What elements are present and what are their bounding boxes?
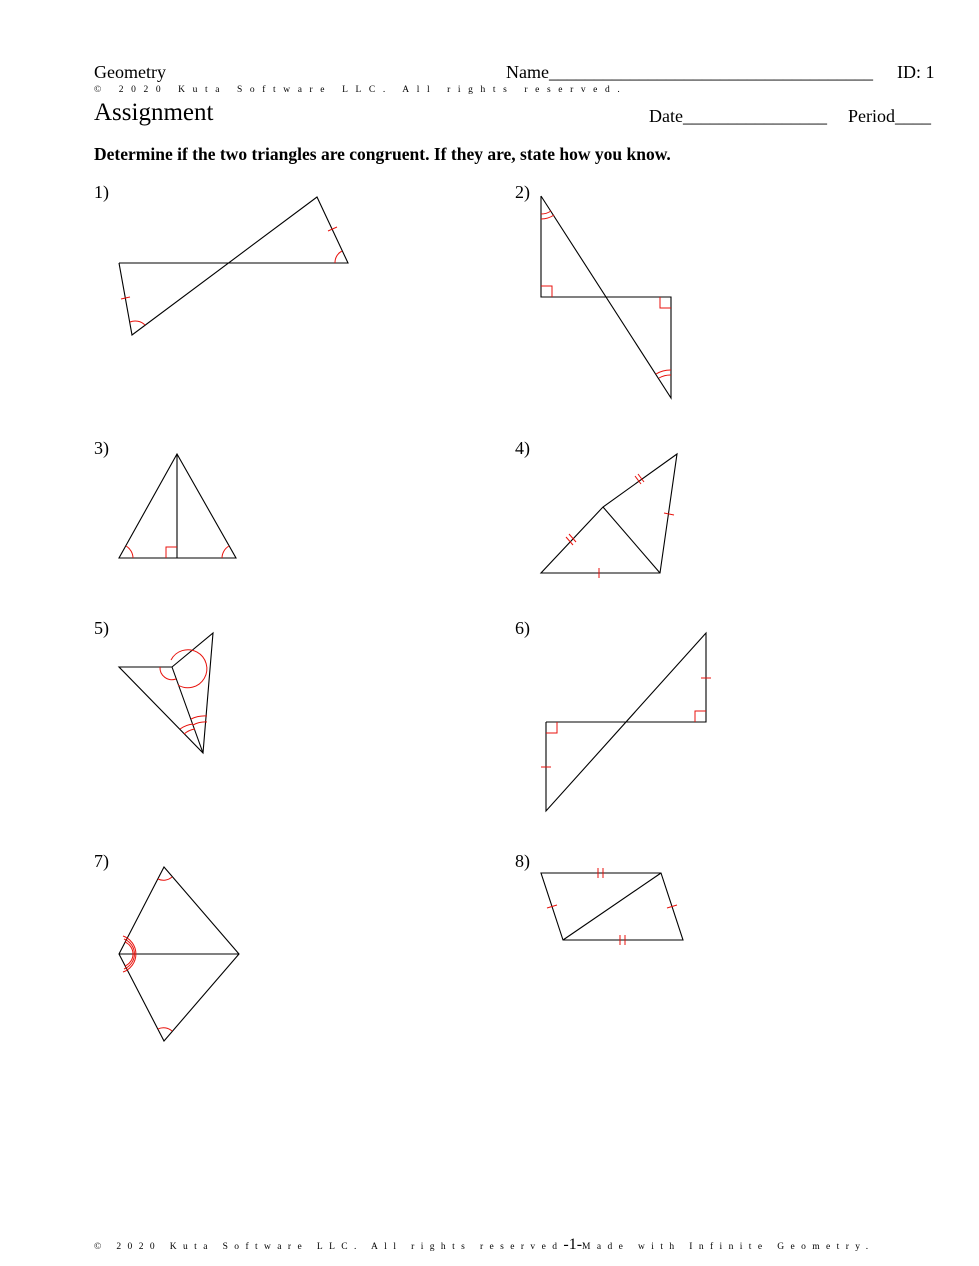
period-blank: ____ [895,106,931,126]
problem-number: 4) [515,438,530,458]
footer-copyright: © 2020 Kuta Software LLC. All rights reserved [94,1242,564,1252]
period-label: Period [848,106,895,126]
figure-problem-7 [119,867,239,1041]
problem-number: 1) [94,182,109,202]
worksheet-id: ID: 1 [897,62,935,82]
figure-problem-5 [119,633,213,753]
date-blank: ________________ [682,106,827,126]
name-label: Name [506,62,549,82]
problem-number: 7) [94,851,109,871]
figure-problem-1 [119,197,348,335]
problem-number: 8) [515,851,530,871]
problem-number: 5) [94,618,109,638]
figure-problem-8 [541,868,683,945]
problem-number: 3) [94,438,109,458]
figure-problem-2 [541,196,671,398]
page-title: Assignment [94,99,214,126]
problem-number: 2) [515,182,530,202]
figure-problem-3 [119,454,236,558]
course-name: Geometry [94,62,166,82]
footer [94,1236,875,1254]
header-copyright: © 2020 Kuta Software LLC. All rights reserved. [94,85,628,95]
problem-number: 6) [515,618,530,638]
figure-problem-6 [541,633,711,811]
footer-made-with: Made with Infinite Geometry. [582,1242,875,1252]
date-label: Date [649,106,683,126]
page-number: -1- [563,1236,583,1253]
figure-problem-4 [541,454,677,578]
name-blank: ____________________________________ [548,62,873,82]
instructions: Determine if the two triangles are congruent. If they are, state how you know. [94,144,671,164]
